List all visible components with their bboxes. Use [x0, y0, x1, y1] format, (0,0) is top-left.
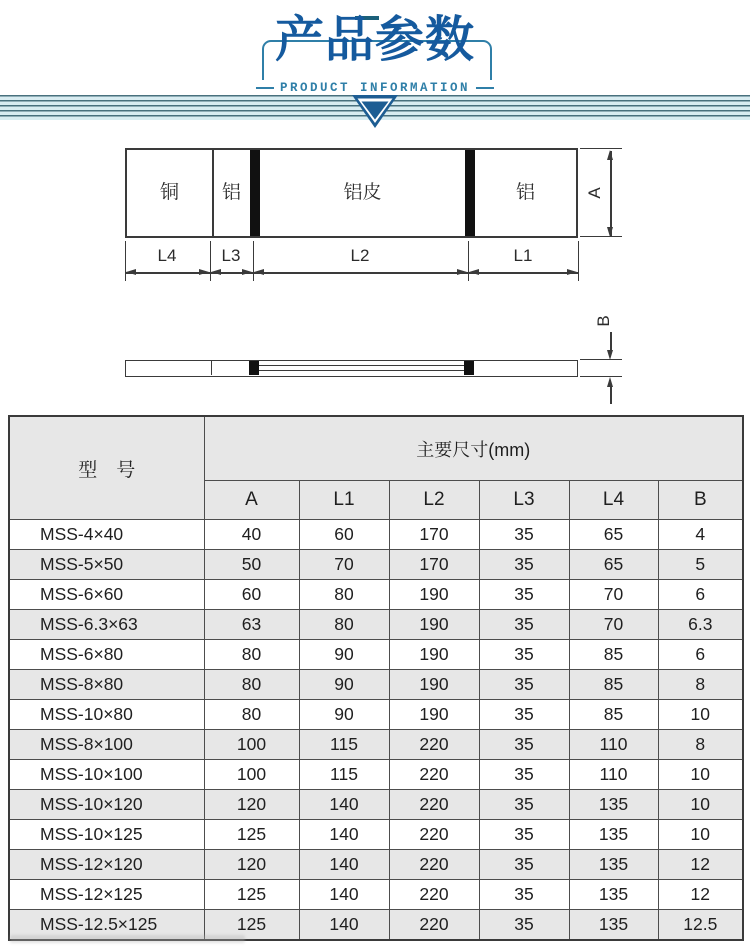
value-cell: 5	[658, 550, 743, 580]
dimension-line-a	[610, 151, 612, 236]
weld-bar	[250, 150, 260, 236]
value-cell: 35	[479, 820, 569, 850]
value-cell: 6	[658, 580, 743, 610]
model-cell: MSS-12.5×125	[9, 910, 204, 941]
value-cell: 12	[658, 850, 743, 880]
value-cell: 50	[204, 550, 299, 580]
faint-watermark	[10, 935, 245, 943]
value-cell: 140	[299, 820, 389, 850]
value-cell: 80	[204, 670, 299, 700]
value-cell: 220	[389, 790, 479, 820]
value-cell: 35	[479, 790, 569, 820]
model-cell: MSS-8×80	[9, 670, 204, 700]
model-cell: MSS-12×120	[9, 850, 204, 880]
model-cell: MSS-10×80	[9, 700, 204, 730]
value-cell: 140	[299, 850, 389, 880]
arrow-right-icon	[567, 269, 577, 275]
value-cell: 35	[479, 910, 569, 941]
arrow-left-icon	[211, 269, 221, 275]
value-cell: 80	[204, 640, 299, 670]
value-cell: 70	[569, 580, 658, 610]
model-cell: MSS-12×125	[9, 880, 204, 910]
value-cell: 60	[204, 580, 299, 610]
value-cell: 140	[299, 790, 389, 820]
dimension-line-b	[610, 332, 612, 351]
column-header-l3: L3	[479, 481, 569, 520]
arrow-down-icon	[607, 227, 613, 237]
arrow-left-icon	[126, 269, 136, 275]
value-cell: 4	[658, 520, 743, 550]
table-row	[9, 760, 743, 790]
table-row	[9, 520, 743, 550]
value-cell: 85	[569, 700, 658, 730]
table-row	[9, 790, 743, 820]
lamination-line	[259, 365, 464, 366]
page-subtitle-row	[254, 80, 496, 95]
arrow-left-icon	[254, 269, 264, 275]
value-cell: 40	[204, 520, 299, 550]
value-cell: 135	[569, 850, 658, 880]
value-cell: 60	[299, 520, 389, 550]
value-cell: 190	[389, 580, 479, 610]
value-cell: 35	[479, 520, 569, 550]
value-cell: 35	[479, 640, 569, 670]
value-cell: 170	[389, 520, 479, 550]
section-label-alu-sheet: 铝皮	[343, 182, 382, 203]
value-cell: 220	[389, 730, 479, 760]
side-view-drawing	[125, 360, 578, 377]
value-cell: 85	[569, 640, 658, 670]
value-cell: 6	[658, 640, 743, 670]
table-header-row	[9, 416, 743, 481]
arrow-right-icon	[242, 269, 252, 275]
extension-line	[580, 359, 622, 360]
value-cell: 140	[299, 910, 389, 941]
model-cell: MSS-5×50	[9, 550, 204, 580]
dim-label-l1: L1	[513, 246, 533, 265]
value-cell: 120	[204, 790, 299, 820]
extension-line	[580, 236, 622, 237]
table-row	[9, 820, 743, 850]
value-cell: 10	[658, 700, 743, 730]
value-cell: 35	[479, 580, 569, 610]
value-cell: 190	[389, 700, 479, 730]
table-row	[9, 700, 743, 730]
value-cell: 80	[299, 610, 389, 640]
value-cell: 12.5	[658, 910, 743, 941]
column-header-a: A	[204, 481, 299, 520]
value-cell: 80	[204, 700, 299, 730]
down-triangle-icon	[352, 95, 398, 129]
arrow-right-icon	[457, 269, 467, 275]
dim-label-b: B	[594, 315, 613, 327]
value-cell: 12	[658, 880, 743, 910]
value-cell: 35	[479, 610, 569, 640]
value-cell: 115	[299, 760, 389, 790]
page-title: 产品参数	[274, 13, 476, 67]
value-cell: 35	[479, 670, 569, 700]
column-header-l4: L4	[569, 481, 658, 520]
arrow-up-icon	[607, 377, 613, 387]
value-cell: 35	[479, 880, 569, 910]
model-cell: MSS-6.3×63	[9, 610, 204, 640]
table-row	[9, 640, 743, 670]
value-cell: 190	[389, 640, 479, 670]
value-cell: 110	[569, 730, 658, 760]
dimension-line-b	[610, 387, 612, 404]
value-cell: 10	[658, 790, 743, 820]
section-divider	[211, 361, 212, 375]
value-cell: 35	[479, 760, 569, 790]
model-cell: MSS-10×120	[9, 790, 204, 820]
extension-line	[578, 241, 579, 281]
table-row	[9, 880, 743, 910]
extension-line	[125, 241, 126, 281]
table-row	[9, 610, 743, 640]
section-label-aluminum: 铝	[221, 182, 241, 203]
dim-label-l4: L4	[157, 246, 177, 265]
model-cell: MSS-6×80	[9, 640, 204, 670]
value-cell: 65	[569, 550, 658, 580]
section-label-copper: 铜	[159, 182, 179, 203]
value-cell: 170	[389, 550, 479, 580]
arrow-left-icon	[469, 269, 479, 275]
value-cell: 6.3	[658, 610, 743, 640]
value-cell: 70	[299, 550, 389, 580]
value-cell: 135	[569, 910, 658, 941]
value-cell: 135	[569, 820, 658, 850]
table-row	[9, 670, 743, 700]
front-view-drawing	[125, 148, 578, 238]
weld-bar	[249, 361, 259, 375]
value-cell: 220	[389, 910, 479, 941]
value-cell: 35	[479, 550, 569, 580]
column-header-l1: L1	[299, 481, 389, 520]
value-cell: 190	[389, 670, 479, 700]
value-cell: 140	[299, 880, 389, 910]
arrow-up-icon	[607, 150, 613, 160]
arrow-right-icon	[199, 269, 209, 275]
value-cell: 190	[389, 610, 479, 640]
extension-line	[580, 376, 622, 377]
value-cell: 10	[658, 760, 743, 790]
value-cell: 135	[569, 790, 658, 820]
value-cell: 115	[299, 730, 389, 760]
value-cell: 65	[569, 520, 658, 550]
dimension-line-lengths	[125, 272, 578, 274]
section-label-aluminum: 铝	[515, 182, 535, 203]
value-cell: 125	[204, 820, 299, 850]
value-cell: 8	[658, 670, 743, 700]
page-subtitle: PRODUCT INFORMATION	[279, 80, 471, 95]
value-cell: 220	[389, 760, 479, 790]
arrow-down-icon	[607, 350, 613, 360]
value-cell: 110	[569, 760, 658, 790]
value-cell: 125	[204, 880, 299, 910]
model-cell: MSS-10×100	[9, 760, 204, 790]
column-header-l2: L2	[389, 481, 479, 520]
value-cell: 85	[569, 670, 658, 700]
value-cell: 10	[658, 820, 743, 850]
weld-bar	[464, 361, 474, 375]
subtitle-left-dash	[256, 87, 274, 89]
value-cell: 80	[299, 580, 389, 610]
value-cell: 125	[204, 910, 299, 941]
dims-group-header: 主要尺寸(mm)	[204, 416, 743, 481]
dim-label-a: A	[585, 187, 604, 199]
extension-line	[253, 241, 254, 281]
subtitle-right-dash	[476, 87, 494, 89]
weld-bar	[465, 150, 475, 236]
extension-line	[580, 148, 622, 149]
model-cell: MSS-6×60	[9, 580, 204, 610]
value-cell: 220	[389, 880, 479, 910]
value-cell: 120	[204, 850, 299, 880]
value-cell: 63	[204, 610, 299, 640]
dim-label-l2: L2	[350, 246, 370, 265]
value-cell: 90	[299, 670, 389, 700]
value-cell: 70	[569, 610, 658, 640]
model-column-header: 型 号	[9, 416, 204, 520]
value-cell: 220	[389, 820, 479, 850]
extension-line	[468, 241, 469, 281]
value-cell: 35	[479, 730, 569, 760]
model-cell: MSS-4×40	[9, 520, 204, 550]
spec-table	[8, 415, 744, 941]
table-row	[9, 550, 743, 580]
table-row	[9, 580, 743, 610]
value-cell: 100	[204, 730, 299, 760]
value-cell: 90	[299, 640, 389, 670]
table-row	[9, 850, 743, 880]
value-cell: 35	[479, 700, 569, 730]
lamination-line	[259, 370, 464, 371]
table-row	[9, 730, 743, 760]
dim-label-l3: L3	[221, 246, 241, 265]
column-header-b: B	[658, 481, 743, 520]
model-cell: MSS-10×125	[9, 820, 204, 850]
value-cell: 35	[479, 850, 569, 880]
value-cell: 90	[299, 700, 389, 730]
model-cell: MSS-8×100	[9, 730, 204, 760]
value-cell: 135	[569, 880, 658, 910]
value-cell: 220	[389, 850, 479, 880]
value-cell: 8	[658, 730, 743, 760]
value-cell: 100	[204, 760, 299, 790]
